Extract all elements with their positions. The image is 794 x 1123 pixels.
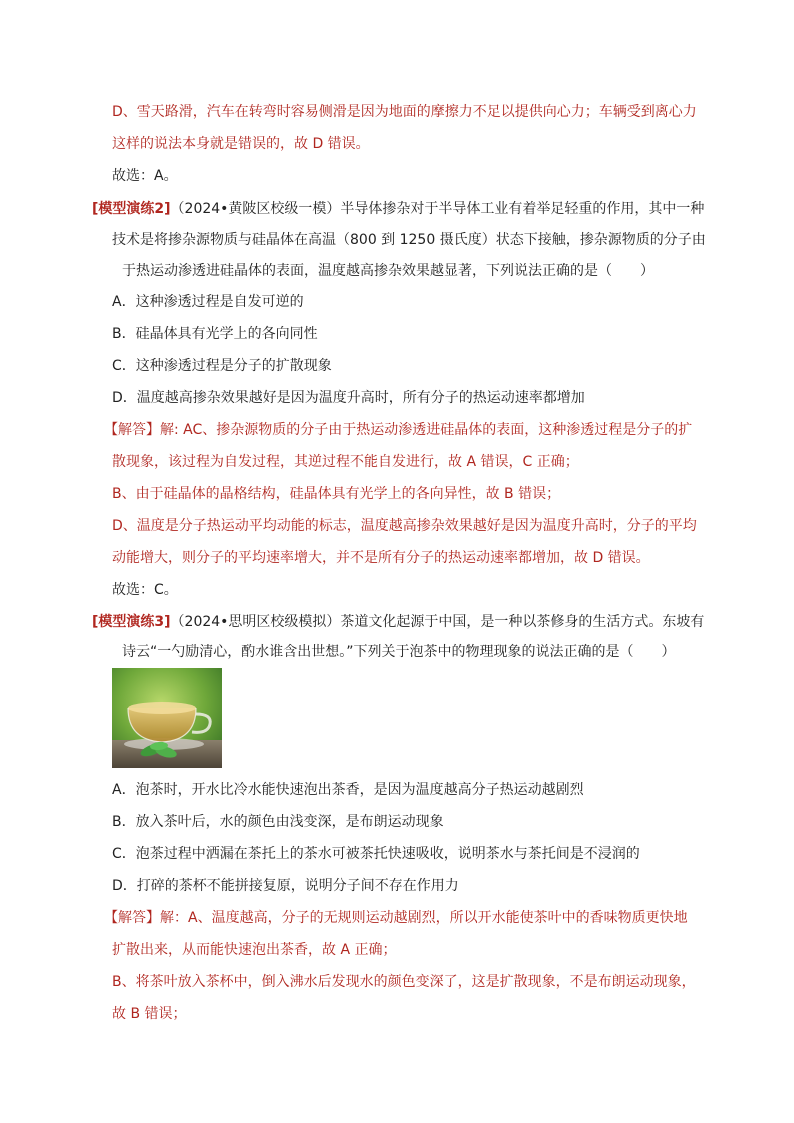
- solution-d-line-2: 这样的说法本身就是错误的，故 D 错误。: [112, 136, 370, 152]
- question-3-stem-line-2: 诗云“一勺励清心，酌水谁含出世想。”下列关于泡茶中的物理现象的说法正确的是（ ）: [122, 644, 676, 660]
- answer-choice: 故选：A。: [112, 168, 178, 184]
- option-c: C．泡茶过程中洒漏在茶托上的茶水可被茶托快速吸收，说明茶水与茶托间是不浸润的: [112, 846, 640, 862]
- option-d: D．打碎的茶杯不能拼接复原，说明分子间不存在作用力: [112, 878, 459, 894]
- question-2-stem-line-1: [92, 199, 704, 219]
- option-a: A．泡茶时，开水比冷水能快速泡出茶香，是因为温度越高分子热运动越剧烈: [112, 782, 584, 798]
- solution-line-2: 扩散出来，从而能快速泡出茶香，故 A 正确；: [112, 942, 397, 958]
- option-d: D．温度越高掺杂效果越好是因为温度升高时，所有分子的热运动速率都增加: [112, 390, 585, 406]
- question-2-stem-line-3: 于热运动渗透进硅晶体的表面，温度越高掺杂效果越显著，下列说法正确的是（ ）: [122, 263, 654, 279]
- solution-line-4: 故 B 错误；: [112, 1006, 187, 1022]
- question-2-stem-line-2: 技术是将掺杂源物质与硅晶体在高温（800 到 1250 摄氏度）状态下接触，掺杂源物质的分子由: [112, 232, 706, 248]
- question-tag: [模型演练3]: [92, 614, 171, 630]
- solution-line-3: B、由于硅晶体的晶格结构，硅晶体具有光学上的各向异性，故 B 错误；: [112, 486, 561, 502]
- solution-line-1: 【解答】解: AC、掺杂源物质的分子由于热运动渗透进硅晶体的表面，这种渗透过程是分子的扩: [104, 422, 693, 438]
- question-tag: [模型演练2]: [92, 201, 171, 217]
- option-b: B．放入茶叶后，水的颜色由浅变深，是布朗运动现象: [112, 814, 444, 830]
- tea-cup-image: [112, 668, 222, 768]
- solution-tag: 【解答】: [104, 910, 160, 926]
- option-c: C．这种渗透过程是分子的扩散现象: [112, 358, 332, 374]
- solution-line-2: 散现象，该过程为自发过程，其逆过程不能自发进行，故 A 错误，C 正确；: [112, 454, 579, 470]
- question-3-stem-line-1: [92, 612, 704, 632]
- question-text: （2024•思明区校级模拟）茶道文化起源于中国，是一种以茶修身的生活方式。东坡有: [170, 614, 705, 630]
- solution-line-5: 动能增大，则分子的平均速率增大，并不是所有分子的热运动速率都增加，故 D 错误。: [112, 550, 650, 566]
- option-a: A．这种渗透过程是自发可逆的: [112, 294, 304, 310]
- answer-choice: 故选：C。: [112, 582, 178, 598]
- solution-line-4: D、温度是分子热运动平均动能的标志，温度越高掺杂效果越好是因为温度升高时，分子的平均: [112, 518, 697, 534]
- solution-line-3: B、将茶叶放入茶杯中，倒入沸水后发现水的颜色变深了，这是扩散现象，不是布朗运动现象，: [112, 974, 696, 990]
- tea-cup-photo: [112, 668, 222, 768]
- solution-line-1: 【解答】解：A、温度越高，分子的无规则运动越剧烈，所以开水能使茶叶中的香味物质更快地: [104, 910, 688, 926]
- option-b: B．硅晶体具有光学上的各向同性: [112, 326, 318, 342]
- solution-d-line-1: D、雪天路滑，汽车在转弯时容易侧滑是因为地面的摩擦力不足以提供向心力；车辆受到离心力: [112, 104, 697, 120]
- solution-tag: 【解答】: [104, 422, 160, 438]
- question-text: （2024•黄陂区校级一模）半导体掺杂对于半导体工业有着举足轻重的作用，其中一种: [170, 201, 705, 217]
